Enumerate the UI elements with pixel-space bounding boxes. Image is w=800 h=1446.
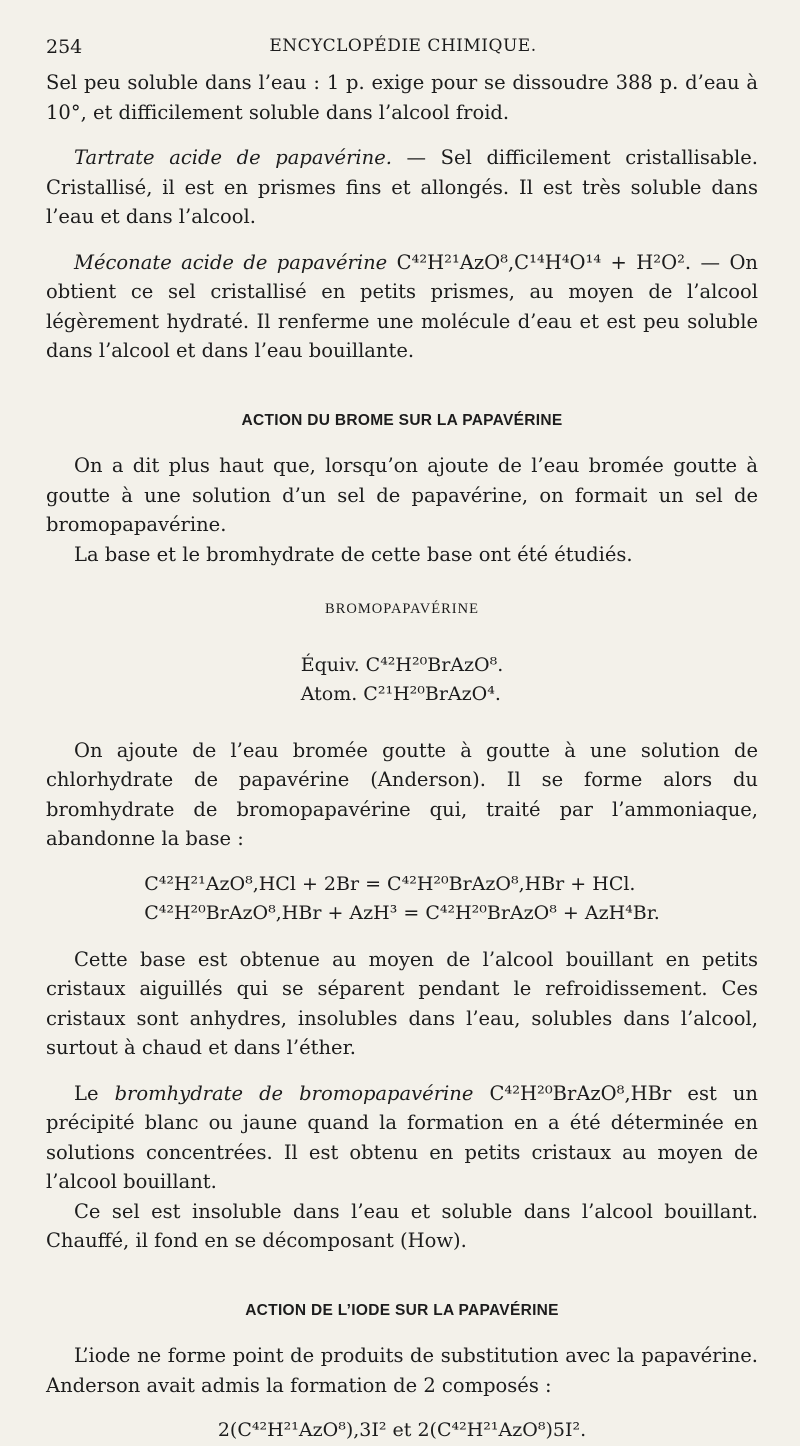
paragraph-tartrate [46, 143, 758, 232]
tartrate-text: — Sel difficilement cristallisable. Cristallisé, il est en prismes fins et allongés. Il est très soluble dans l’eau et dans l’alcool. [46, 146, 758, 228]
tartrate-title: Tartrate acide de papavérine. [74, 146, 392, 169]
formula-atom: Atom. C²¹H²⁰BrAzO⁴. [300, 683, 501, 705]
paragraph-preparation: On ajoute de l’eau bromée goutte à goutte à une solution de chlorhydrate de papavérine (Anderson). Il se forme alors du bromhydrate de bromopapavérine qui, traité par l’ammoniaque, abandonne la base : [46, 738, 758, 850]
reaction-equations [46, 870, 758, 929]
bromhydrate-text: C⁴²H²⁰BrAzO⁸,HBr est un précipité blanc ou jaune quand la formation en a été déterminée en solutions concentrées. Il est obtenu en petits cristaux au moyen de l’alcool bouillant. [46, 1081, 758, 1193]
meconate-text: — On obtient ce sel cristallisé en petits prismes, au moyen de l’alcool légèrement hydraté. Il renferme une molécule d’eau et est peu soluble dans l’alcool et dans l’eau bouillante. [46, 250, 758, 362]
formula-equiv: Équiv. C⁴²H²⁰BrAzO⁸. [300, 653, 504, 676]
paragraph-iode: L’iode ne forme point de produits de substitution avec la papavérine. Anderson avait admis la formation de 2 composés : [46, 1344, 758, 1397]
bromhydrate-title: bromhydrate de bromopapavérine [114, 1081, 474, 1105]
page-body [46, 68, 758, 1446]
page-header [46, 36, 760, 60]
paragraph-bromhydrate [46, 1079, 758, 1197]
formula-block [46, 651, 758, 710]
paragraph-eau-bromee: On a dit plus haut que, lorsqu’on ajoute de l’eau bromée goutte à goutte à une solution d’un sel de papavérine, on formait un sel de bromopapavérine. [46, 454, 758, 536]
bromhydrate-lead: Le [74, 1081, 115, 1105]
meconate-formula: C⁴²H²¹AzO⁸,C¹⁴H⁴O¹⁴ + H²O². [387, 250, 692, 274]
paragraph-meconate [46, 248, 758, 366]
paragraph-base-properties: Cette base est obtenue au moyen de l’alcool bouillant en petits cristaux aiguillés qui se séparent pendant le refroidissement. Ces cristaux sont anhydres, insolubles dans l’eau, solubles dans l’alcool, surtout à chaud et dans l’éther. [46, 947, 758, 1059]
section-heading-brome: ACTION DU BROME SUR LA PAPAVÉRINE [241, 411, 563, 429]
meconate-title: Méconate acide de papavérine [74, 250, 388, 274]
paragraph-bromhydrate-solubility: Ce sel est insoluble dans l’eau et soluble dans l’alcool bouillant. Chauffé, il fond en se décomposant (How). [46, 1199, 758, 1252]
equation-2: C⁴²H²⁰BrAzO⁸,HBr + AzH³ = C⁴²H²⁰BrAzO⁸ + AzH⁴Br. [144, 902, 660, 924]
running-title: ENCYCLOPÉDIE CHIMIQUE. [269, 36, 537, 56]
page-number: 254 [46, 36, 83, 58]
paragraph-solubility: Sel peu soluble dans l’eau : 1 p. exige pour se dissoudre 388 p. d’eau à 10°, et difficilement soluble dans l’alcool froid. [46, 71, 758, 124]
subheading-bromopapaverine: BROMOPAPAVÉRINE [325, 601, 479, 617]
equation-1: C⁴²H²¹AzO⁸,HCl + 2Br = C⁴²H²⁰BrAzO⁸,HBr + HCl. [144, 872, 636, 895]
section-heading-iode: ACTION DE L’IODE SUR LA PAPAVÉRINE [245, 1301, 559, 1319]
paragraph-base-etudiee: La base et le bromhydrate de cette base ont été étudiés. [74, 542, 633, 566]
equation-iode: 2(C⁴²H²¹AzO⁸),3I² et 2(C⁴²H²¹AzO⁸)5I². [217, 1419, 587, 1441]
